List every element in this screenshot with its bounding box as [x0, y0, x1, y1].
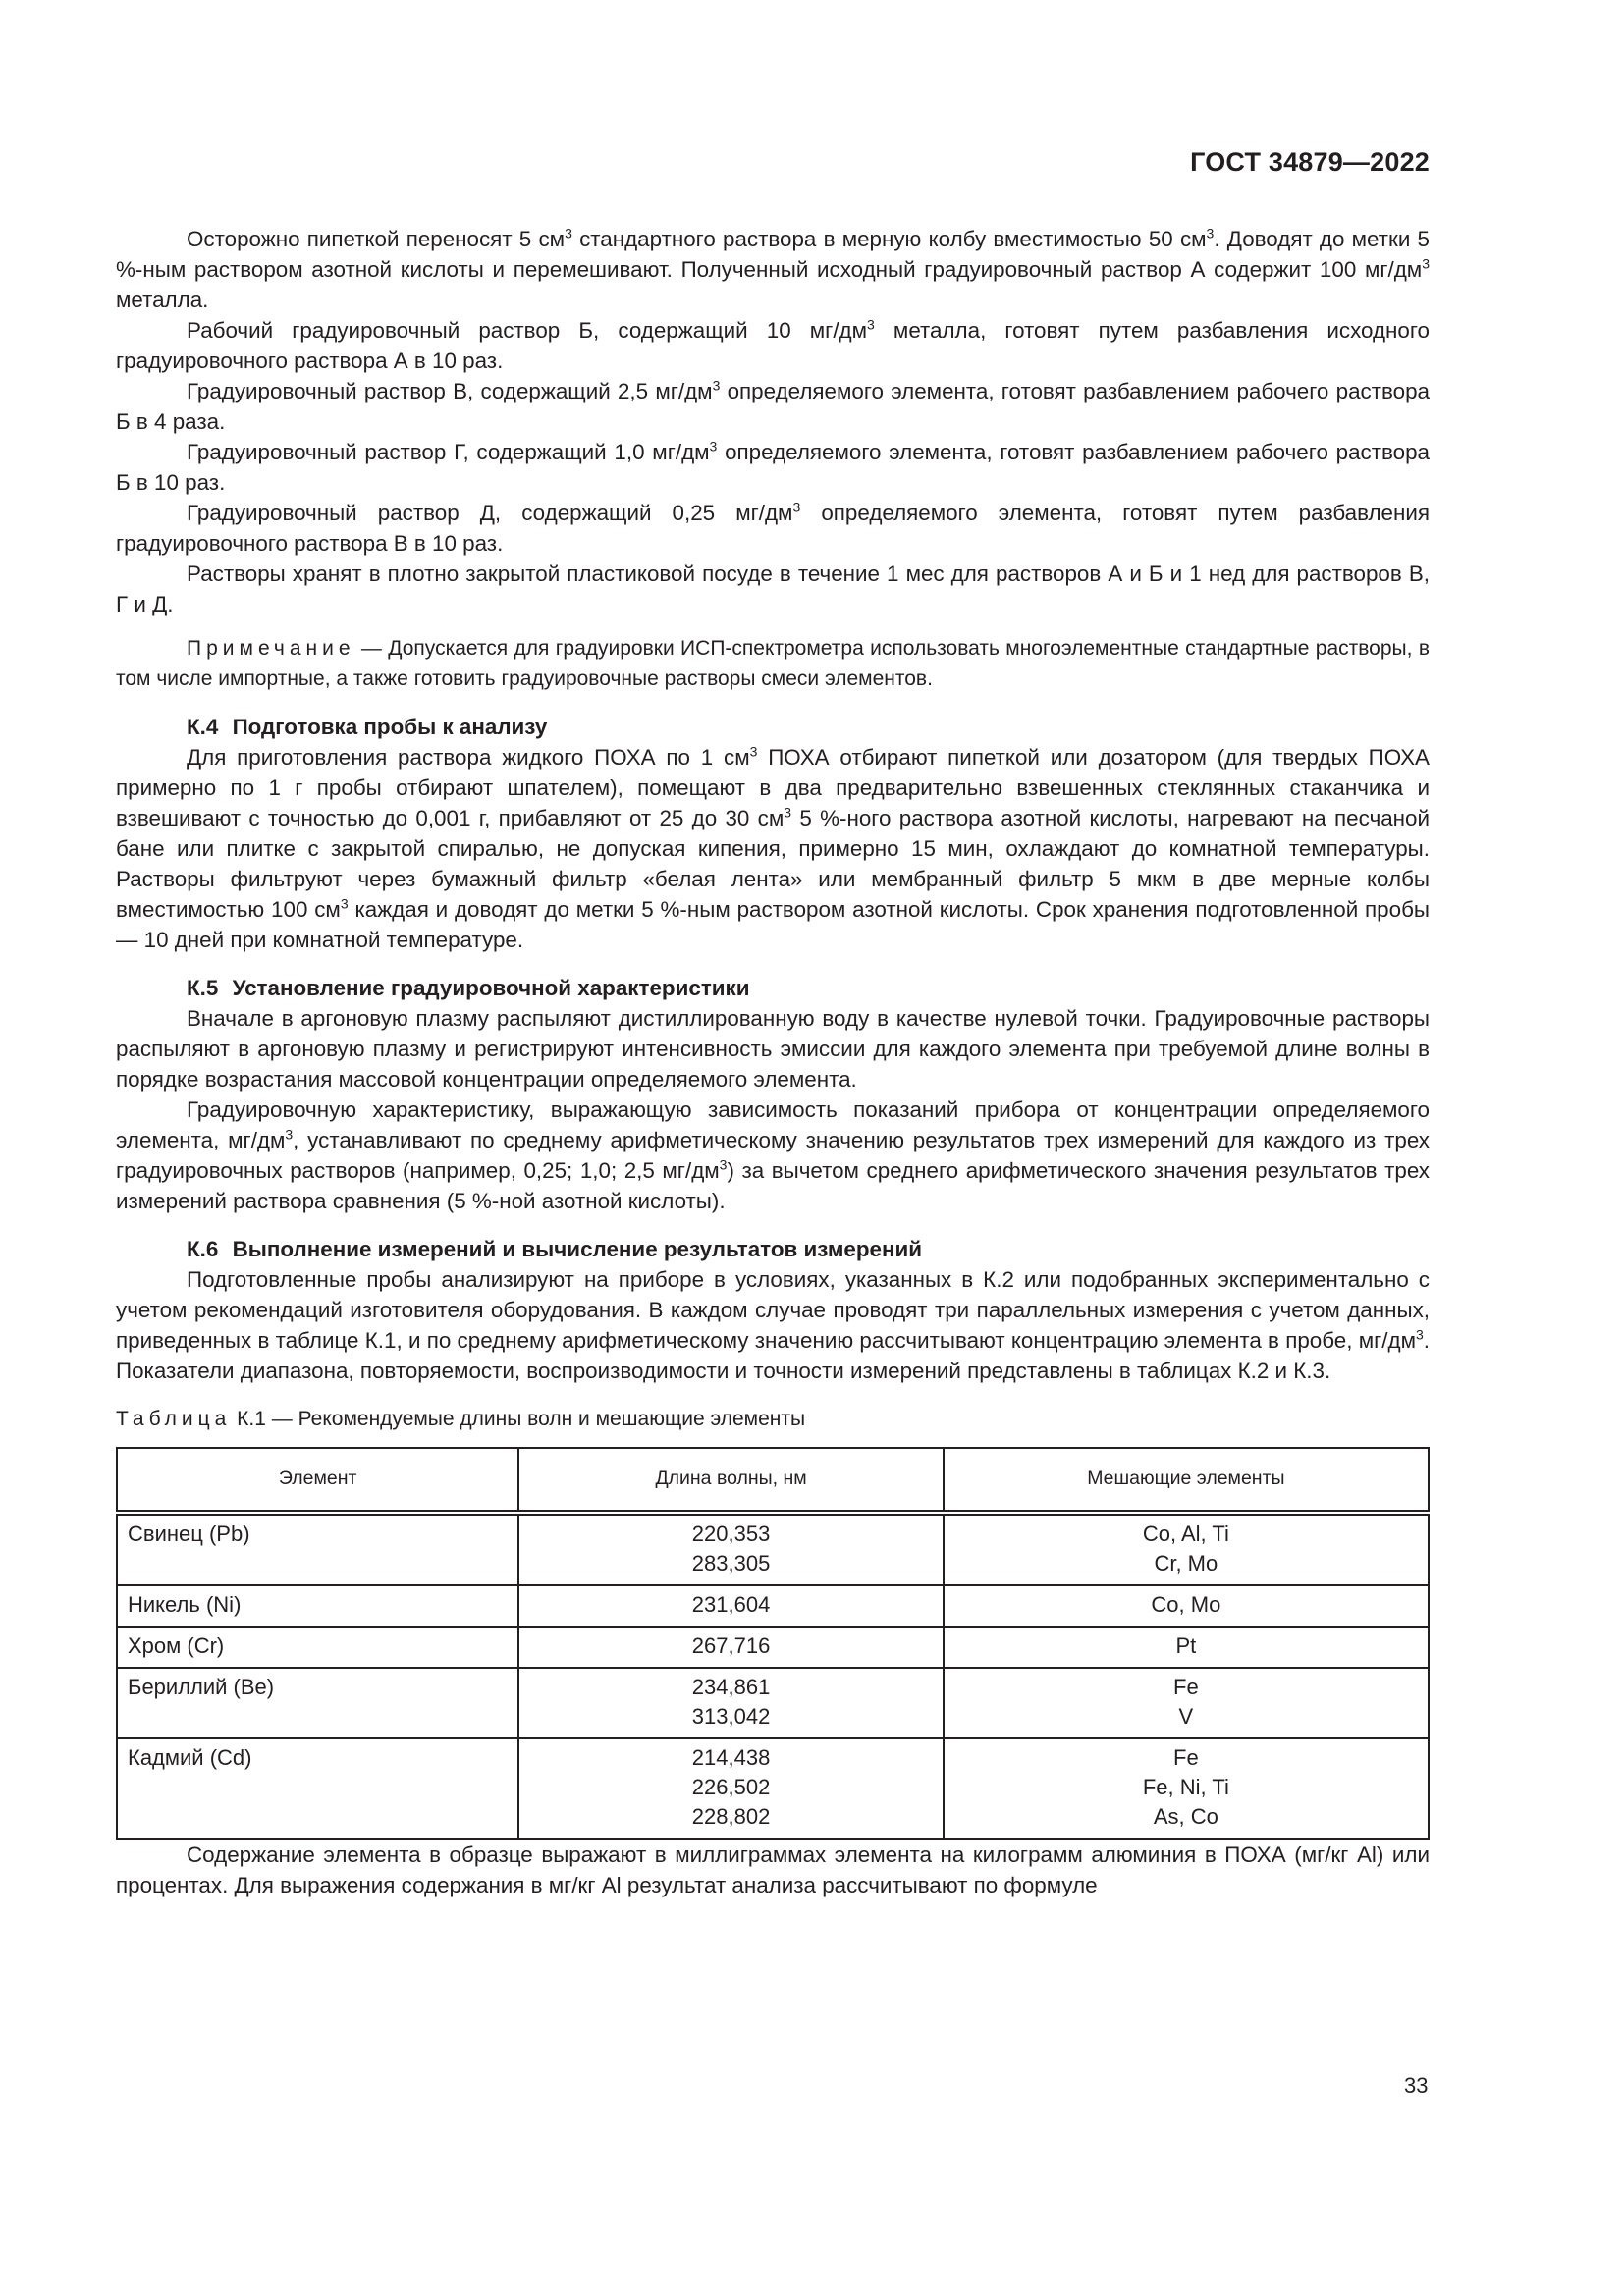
section-heading-k4: К.4 Подготовка пробы к анализу	[187, 715, 548, 739]
cell-wavelength: 267,716	[518, 1627, 943, 1668]
cell-element: Хром (Cr)	[117, 1627, 518, 1668]
note-text: — Допускается для градуировки ИСП-спектрометра использовать многоэлементные стандартные растворы, в том числе импортные, а также готовить градуировочные растворы смеси элементов.	[116, 637, 1430, 690]
cell-interfering: Pt	[944, 1627, 1429, 1668]
cell-element: Кадмий (Cd)	[117, 1738, 518, 1839]
page-number: 33	[1404, 2073, 1429, 2098]
column-header-element: Элемент	[117, 1448, 518, 1513]
cell-wavelength: 220,353 283,305	[518, 1513, 943, 1585]
cell-wavelength: 234,861 313,042	[518, 1668, 943, 1738]
table-row	[117, 1513, 1429, 1585]
table-header-row	[117, 1448, 1429, 1513]
paragraph-solution-g: Градуировочный раствор Г, содержащий 1,0 $мг/дм^3$ определяемого элемента, готовят разбавлением рабочего раствора Б в 10 раз.	[116, 438, 1430, 495]
cell-wavelength: 214,438 226,502 228,802	[518, 1738, 943, 1839]
cell-element: Бериллий (Be)	[117, 1668, 518, 1738]
standard-designation: ГОСТ 34879—2022	[1190, 147, 1430, 177]
paragraph-solution-b: Рабочий градуировочный раствор Б, содержащий 10 $мг/дм^3$ металла, готовят путем разбавления исходного градуировочного раствора А в 10 раз.	[116, 316, 1430, 373]
paragraph-content-expression: Содержание элемента в образце выражают в миллиграммах элемента на килограмм алюминия в ПОХА (мг/кг Al) или процентах. Для выражения содержания в мг/кг Al результат анализа рассчитывают по формуле	[116, 1842, 1430, 1897]
column-header-interfering: Мешающие элементы	[944, 1448, 1429, 1513]
section-heading-k5: К.5 Установление градуировочной характеристики	[187, 976, 750, 1000]
cell-wavelength: 231,604	[518, 1585, 943, 1627]
column-header-wavelength: Длина волны, нм	[518, 1448, 943, 1513]
cell-interfering: Co, Al, Ti Cr, Mo	[944, 1513, 1429, 1585]
table-row	[117, 1738, 1429, 1839]
table-row	[117, 1627, 1429, 1668]
paragraph-solution-d: Градуировочный раствор Д, содержащий 0,25 $мг/дм^3$ определяемого элемента, готовят путем разбавления градуировочного раствора В в 10 раз.	[116, 499, 1430, 556]
paragraph-solution-v: Градуировочный раствор В, содержащий 2,5 $мг/дм^3$ определяемого элемента, готовят разбавлением рабочего раствора Б в 4 раза.	[116, 377, 1430, 434]
wavelength-table	[116, 1447, 1430, 1840]
paragraph-k5-1: Вначале в аргоновую плазму распыляют дистиллированную воду в качестве нулевой точки. Градуировочные растворы распыляют в аргоновую плазму и регистрируют интенсивность эмиссии для каждого элемента при требуемой длине волны в порядке возрастания массовой концентрации определяемого элемента.	[116, 1006, 1430, 1092]
cell-element: Свинец (Pb)	[117, 1513, 518, 1585]
section-heading-k6: К.6 Выполнение измерений и вычисление результатов измерений	[187, 1237, 923, 1261]
table-row	[117, 1585, 1429, 1627]
paragraph-storage: Растворы хранят в плотно закрытой пластиковой посуде в течение 1 мес для растворов А и Б и 1 нед для растворов В, Г и Д.	[116, 561, 1430, 616]
paragraph-k5-2: Градуировочную характеристику, выражающую зависимость показаний прибора от концентрации определяемого элемента, $мг/дм^3$, устанавливают по среднему арифметическому значению результатов трех измерений для каждого из трех градуировочных растворов (например, 0,25; 1,0; 2,5 $мг/дм^3$) за вычетом среднего арифметического значения результатов трех измерений раствора сравнения (5 %-ной азотной кислоты).	[116, 1097, 1430, 1213]
table-row	[117, 1668, 1429, 1738]
paragraph-k6: Подготовленные пробы анализируют на приборе в условиях, указанных в К.2 или подобранных экспериментально с учетом рекомендаций изготовителя оборудования. В каждом случае проводят три параллельных измерения с учетом данных, приведенных в таблице К.1, и по среднему арифметическому значению рассчитывают концентрацию элемента в пробе, $мг/дм^3$. Показатели диапазона, повторяемости, воспроизводимости и точности измерений представлены в таблицах К.2 и К.3.	[116, 1267, 1430, 1383]
cell-interfering: Fe Fe, Ni, Ti As, Co	[944, 1738, 1429, 1839]
paragraph-solution-a: Осторожно пипеткой переносят 5 $см^3$ стандартного раствора в мерную колбу вместимостью 50 $см^3$. Доводят до метки 5 %-ным раствором азотной кислоты и перемешивают. Полученный исходный градуировочный раствор А содержит 100 $мг/дм^3$ металла.	[116, 225, 1431, 312]
cell-element: Никель (Ni)	[117, 1585, 518, 1627]
page-content	[116, 224, 1430, 1900]
cell-interfering: Fe V	[944, 1668, 1429, 1738]
cell-interfering: Co, Mo	[944, 1585, 1429, 1627]
paragraph-k4: Для приготовления раствора жидкого ПОХА по 1 $см^3$ ПОХА отбирают пипеткой или дозатором (для твердых ПОХА примерно по 1 г пробы отбирают шпателем), помещают в два предварительно взвешенных стеклянных стаканчика и взвешивают с точностью до 0,001 г, прибавляют от 25 до 30 $см^3$ 5 %-ного раствора азотной кислоты, нагревают на песчаной бане или плитке с закрытой спиралью, не допуская кипения, примерно 15 мин, охлаждают до комнатной температуры. Растворы фильтруют через бумажный фильтр «белая лента» или мембранный фильтр 5 мкм в две мерные колбы вместимостью 100 $см^3$ каждая и доводят до метки 5 %-ным раствором азотной кислоты. Срок хранения подготовленной пробы — 10 дней при комнатной температуре.	[116, 743, 1431, 952]
table-caption: Таблица К.1 — Рекомендуемые длины волн и мешающие элементы	[116, 1408, 806, 1430]
note	[116, 633, 1430, 694]
note-label: Примечание	[187, 637, 355, 660]
